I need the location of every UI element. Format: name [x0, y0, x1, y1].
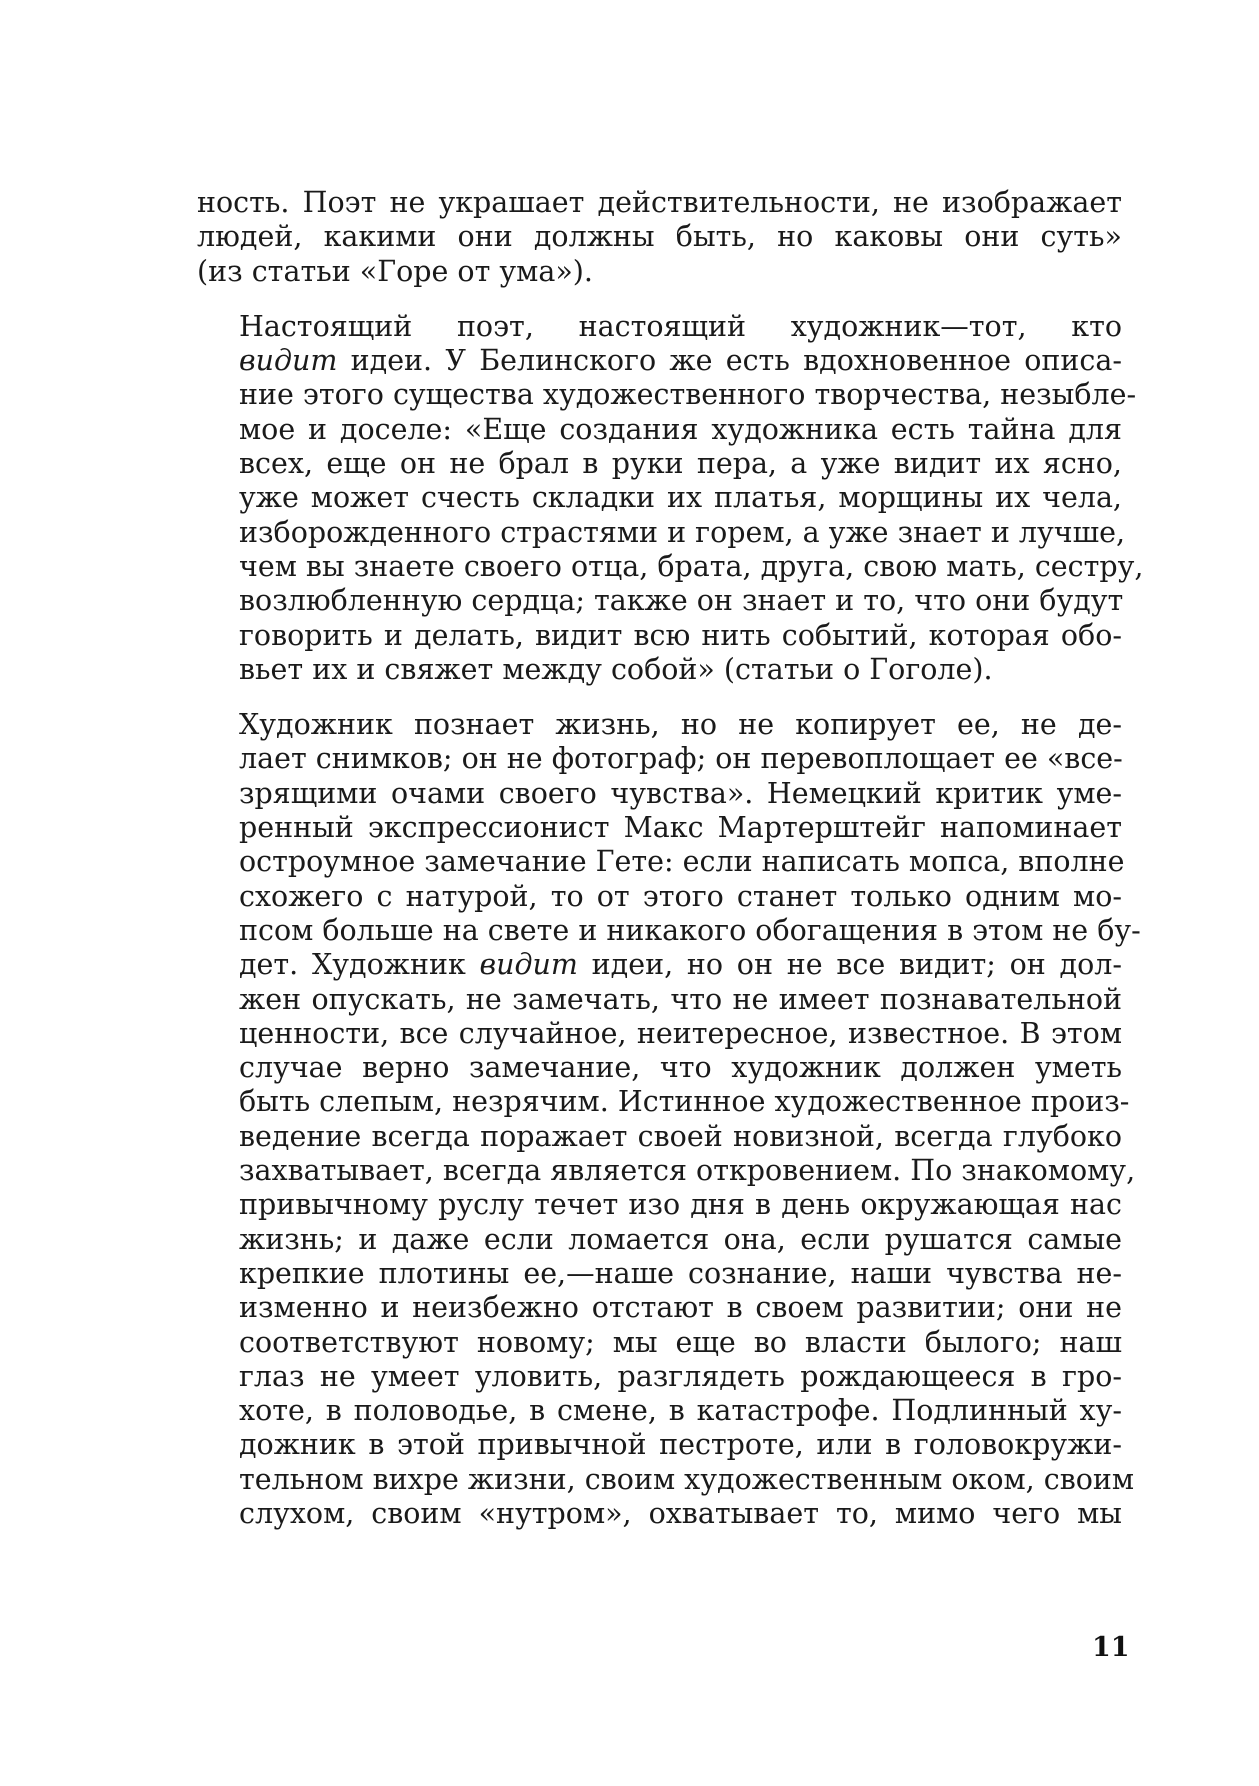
text-line: людей, какими они должны быть, но каковы они суть» — [197, 220, 1122, 254]
text-line: остроумное замечание Гете: если написать мопса, вполне — [239, 845, 1125, 879]
text-line: соответствуют новому; мы еще во власти былого; наш — [239, 1325, 1122, 1359]
italic-word: видит — [479, 948, 578, 982]
text-line: крепкие плотины ее,—наше сознание, наши чувства не- — [239, 1256, 1122, 1290]
text-segment: идеи. У Белинского же есть вдохновенное описа- — [337, 344, 1122, 378]
text-line: случае верно замечание, что художник должен уметь — [239, 1051, 1122, 1085]
text-line: жизнь; и даже если ломается она, если рушатся самые — [239, 1222, 1122, 1256]
text-line: Художник познает жизнь, но не копирует ее, не де- — [239, 708, 1122, 742]
text-line: всех, еще он не брал в руки пера, а уже видит их ясно, — [239, 447, 1122, 481]
text-line: ность. Поэт не украшает действительности, не изображает — [197, 186, 1122, 219]
text-line: уже может счесть складки их платья, морщины их чела, — [239, 481, 1122, 515]
text-line: зрящими очами своего чувства». Немецкий критик уме- — [239, 776, 1122, 810]
text-line: чем вы знаете своего отца, брата, друга, свою мать, сестру, — [239, 549, 1144, 583]
text-line: захватывает, всегда является откровением. По знакомому, — [239, 1154, 1136, 1188]
text-line: ведение всегда поражает своей новизной, всегда глубоко — [239, 1119, 1122, 1153]
body-text — [197, 186, 1144, 1531]
text-line: слухом, своим «нутром», охватывает то, мимо чего мы — [239, 1496, 1122, 1530]
text-line: ние этого существа художественного творчества, незыбле- — [239, 378, 1137, 412]
page-number: 11 — [1092, 1632, 1130, 1663]
text-line: возлюбленную сердца; также он знает и то, что они будут — [239, 584, 1124, 618]
paragraph-3 — [197, 708, 1141, 1531]
text-line: вьет их и свяжет между собой» (статьи о Гоголе). — [239, 652, 993, 686]
text-line: глаз не умеет уловить, разглядеть рождающееся в гро- — [239, 1359, 1122, 1393]
text-line — [197, 948, 1122, 982]
text-line: пcом больше на свете и никакого обогащения в этом не бу- — [239, 913, 1141, 947]
text-line: говорить и делать, видит всю нить событий, которая обо- — [239, 618, 1122, 652]
text-line: изборожденного страстями и горем, а уже знает и лучше, — [239, 515, 1126, 549]
text-line: ценности, все случайное, неитересное, известное. В этом — [239, 1016, 1122, 1050]
text-line: тельном вихре жизни, своим художественным оком, своим — [239, 1462, 1135, 1496]
text-line: изменно и неизбежно отстают в своем развитии; они не — [239, 1291, 1122, 1325]
text-line: схожего с натурой, то от этого станет только одним мо- — [239, 879, 1122, 913]
text-line: быть слепым, незрячим. Истинное художественное произ- — [239, 1085, 1130, 1119]
text-line: (из статьи «Горе от ума»). — [197, 254, 593, 288]
text-line: дожник в этой привычной пестроте, или в головокружи- — [239, 1428, 1122, 1462]
text-line: хоте, в половодье, в смене, в катастрофе. Подлинный ху- — [239, 1394, 1122, 1428]
text-segment: дет. Художник — [239, 948, 480, 982]
paragraph-2 — [197, 309, 1144, 687]
text-line: ренный экспрессионист Макс Мартерштейг напоминает — [239, 811, 1122, 845]
text-segment: идеи, но он не все видит; он дол- — [577, 948, 1122, 982]
text-line: привычному руслу течет изо дня в день окружающая нас — [239, 1188, 1122, 1222]
text-line: мое и доселе: «Еще создания художника есть тайна для — [239, 412, 1122, 446]
text-line: жен опускать, не замечать, что не имеет познавательной — [239, 982, 1122, 1016]
text-line — [197, 344, 1122, 378]
paragraph-1 — [197, 186, 1122, 289]
text-line: лает снимков; он не фотограф; он перевоплощает ее «все- — [239, 742, 1123, 776]
text-line: Настоящий поэт, настоящий художник—тот, кто — [239, 309, 1122, 343]
italic-word: видит — [239, 344, 338, 378]
